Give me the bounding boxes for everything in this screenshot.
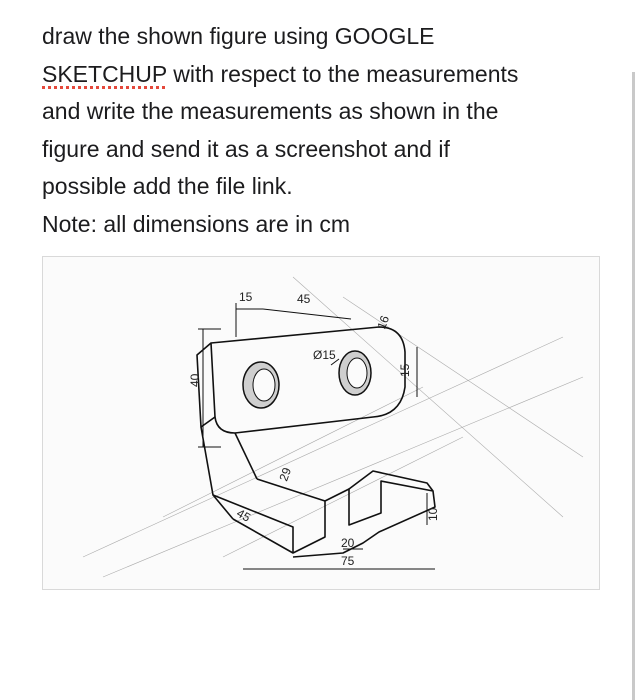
foot-front-edge [213,495,293,553]
question-line-2-rest: with respect to the measurements [166,60,519,87]
dim-75: 75 [341,554,355,568]
question-line-4: figure and send it as a screenshot and if [42,135,450,162]
scroll-indicator [632,72,635,700]
spellcheck-word[interactable]: SKETCHUP [42,60,167,87]
dim-16: 16 [374,313,393,332]
question-line-2 [42,56,612,94]
isometric-part-drawing [43,257,599,589]
leg-front-edge [235,433,257,479]
top-plate [211,327,405,433]
dim-40: 40 [188,373,202,387]
foot-top-edge [257,479,325,501]
question-line-5: possible add the file link. [42,173,293,199]
dimension-labels [188,290,440,568]
foot [233,481,435,557]
question-text [42,18,612,243]
dim-20: 20 [341,536,355,550]
dimension-lines [198,303,435,569]
dim-45-top: 45 [297,292,311,306]
leg-left-edge [201,427,233,519]
dim-45-bottom: 45 [234,505,253,525]
dim-15-right: 15 [398,363,412,377]
dim-hole-diameter: Ø15 [313,348,336,362]
question-line-3: and write the measurements as shown in the [42,98,499,124]
dim-15-top: 15 [239,290,253,304]
background-gridlines [83,277,583,577]
dim-29: 29 [276,465,295,484]
note-line: Note: all dimensions are in cm [42,210,351,237]
dim-10: 10 [426,507,440,521]
figure-image[interactable] [42,256,600,590]
question-line-1: draw the shown figure using GOOGLE [42,23,435,49]
